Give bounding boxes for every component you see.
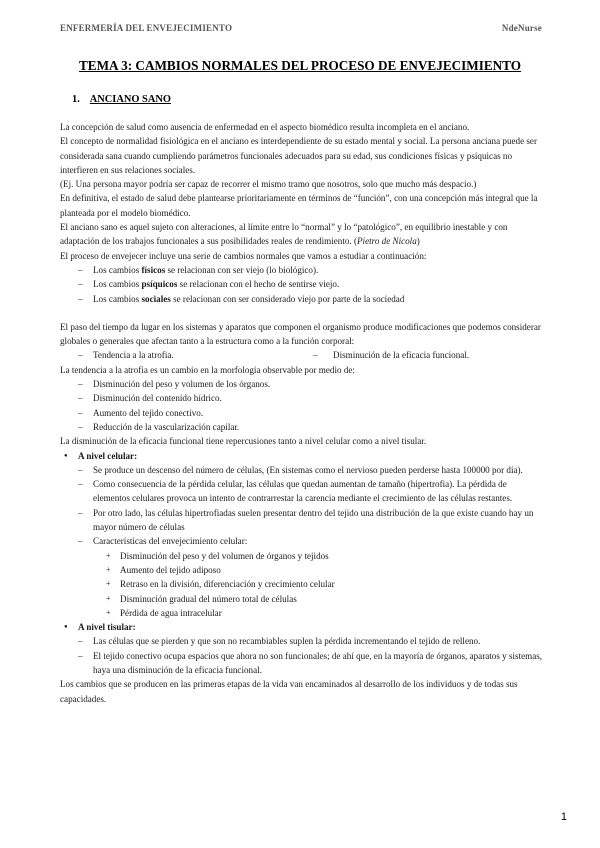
sub-list-item: + Disminución gradual del número total de células: [60, 592, 545, 606]
page-title: TEMA 3: CAMBIOS NORMALES DEL PROCESO DE ENVEJECIMIENTO: [79, 58, 521, 73]
list-item: – Disminución del contenido hídrico.: [60, 391, 545, 405]
list-bold: psíquicos: [141, 279, 178, 290]
list-text: Los cambios: [93, 279, 142, 290]
document-body: [60, 120, 545, 706]
citation: Pietro de Nicola: [356, 236, 417, 247]
header-right: NdeNurse: [501, 23, 542, 33]
list-item: – Disminución del peso y volumen de los órganos.: [60, 377, 545, 391]
list-item: – Las células que se pierden y que son no recambiables suplen la pérdida incrementando el tejido de relleno.: [60, 634, 545, 648]
list-text: se relacionan con ser viejo (lo biológico).: [165, 264, 319, 275]
paragraph: La tendencia a la atrofia es un cambio en la morfología observable por medio de:: [60, 364, 355, 375]
list-item: – El tejido conectivo ocupa espacios que ahora no son funcionales; de ahí que, en la mayoría de órganos, aparatos y sistemas, haya una disminución de la eficacia funcional.: [60, 649, 545, 678]
list-item: [60, 277, 545, 291]
section-number: 1.: [72, 94, 80, 105]
list-bold: sociales: [141, 293, 171, 304]
list-text: – Tendencia a la atrofia.: [93, 350, 174, 361]
paragraph: (Ej. Una persona mayor podría ser capaz de recorrer el mismo tramo que nosotros, solo que mucho más despacio.): [60, 179, 477, 190]
section-label: ANCIANO SANO: [89, 94, 171, 105]
paragraph: El proceso de envejecer incluye una serie de cambios normales que vamos a estudiar a continuación:: [60, 250, 427, 261]
list-text: se relacionan con el hecho de sentirse viejo.: [177, 279, 340, 290]
list-item: [60, 348, 545, 362]
header-left: ENFERMERÍA DEL ENVEJECIMIENTO: [60, 23, 233, 33]
paragraph: La disminución de la eficacia funcional tiene repercusiones tanto a nivel celular como a nivel tisular.: [60, 436, 427, 447]
spacer: [60, 306, 545, 320]
list-item: – Por otro lado, las células hipertrofiadas suelen presentar dentro del tejido una distribución de la que existe cuando hay un mayor número de células: [60, 506, 545, 535]
list-item: – Se produce un descenso del número de células, (En sistemas como el nervioso pueden perderse hasta 100000 por día).: [60, 463, 545, 477]
paragraph-text: El anciano sano es aquel sujeto con alteraciones, al límite entre lo “normal” y lo “patológico”, en equilibrio inestable y con adaptación de los trabajos funcionales a sus posibilidades reales de rendimiento. (: [60, 222, 508, 247]
paragraph: Los cambios que se producen en las primeras etapas de la vida van encaminados al desarrollo de los individuos y de todas sus capacidades.: [60, 679, 518, 704]
section-heading: [72, 94, 171, 105]
paragraph: [60, 220, 545, 249]
list-item: – Características del envejecimiento celular:: [60, 534, 545, 548]
sub-list-item: + Retraso en la división, diferenciación y crecimiento celular: [60, 577, 545, 591]
paragraph: La concepción de salud como ausencia de enfermedad en el aspecto biomédico resulta incompleta en el anciano.: [60, 122, 470, 132]
sub-list-item: + Pérdida de agua intracelular: [60, 606, 545, 620]
list-text: Los cambios: [93, 293, 142, 304]
list-item: [60, 263, 545, 277]
list-text: Los cambios: [93, 264, 142, 275]
list-item: – Como consecuencia de la pérdida celular, las células que quedan aumentan de tamaño (hipertrofia). La pérdida de elementos celulares provoca un intento de contrarrestar la carencia mediante el crecimiento de las células restantes.: [60, 477, 545, 506]
bullet-heading: ● A nivel tisular:: [60, 620, 545, 634]
list-item: – Reducción de la vascularización capilar.: [60, 420, 545, 434]
sub-list-item: + Aumento del tejido adiposo: [60, 563, 545, 577]
sub-list-item: + Disminución del peso y del volumen de órganos y tejidos: [60, 549, 545, 563]
page-number: 1: [560, 811, 567, 823]
paragraph-text: ): [416, 236, 420, 247]
paragraph: En definitiva, el estado de salud debe plantearse prioritariamente en términos de “función”, con una concepción más integral que la planteada por el modelo biomédico.: [60, 193, 538, 218]
list-item: [60, 292, 545, 306]
paragraph: El paso del tiempo da lugar en los sistemas y aparatos que componen el organismo produce modificaciones que podemos considerar globales o generales que afectan tanto a la estructura como a la función corporal:: [60, 321, 541, 347]
paragraph: El concepto de normalidad fisiológica en el anciano es interdependiente de su estado mental y social. La persona anciana puede ser considerada sana cuando cumpliendo parámetros funcionales adecuados para su edad, sus condiciones físicas y psíquicas no interfieren en sus relaciones sociales.: [60, 136, 537, 175]
list-bold: físicos: [141, 264, 166, 275]
bullet-heading: ● A nivel celular:: [60, 449, 545, 463]
list-item: – Aumento del tejido conectivo.: [60, 406, 545, 420]
list-text: – Disminución de la eficacia funcional.: [303, 348, 469, 362]
list-text: se relacionan con ser considerado viejo por parte de la sociedad: [170, 293, 405, 304]
